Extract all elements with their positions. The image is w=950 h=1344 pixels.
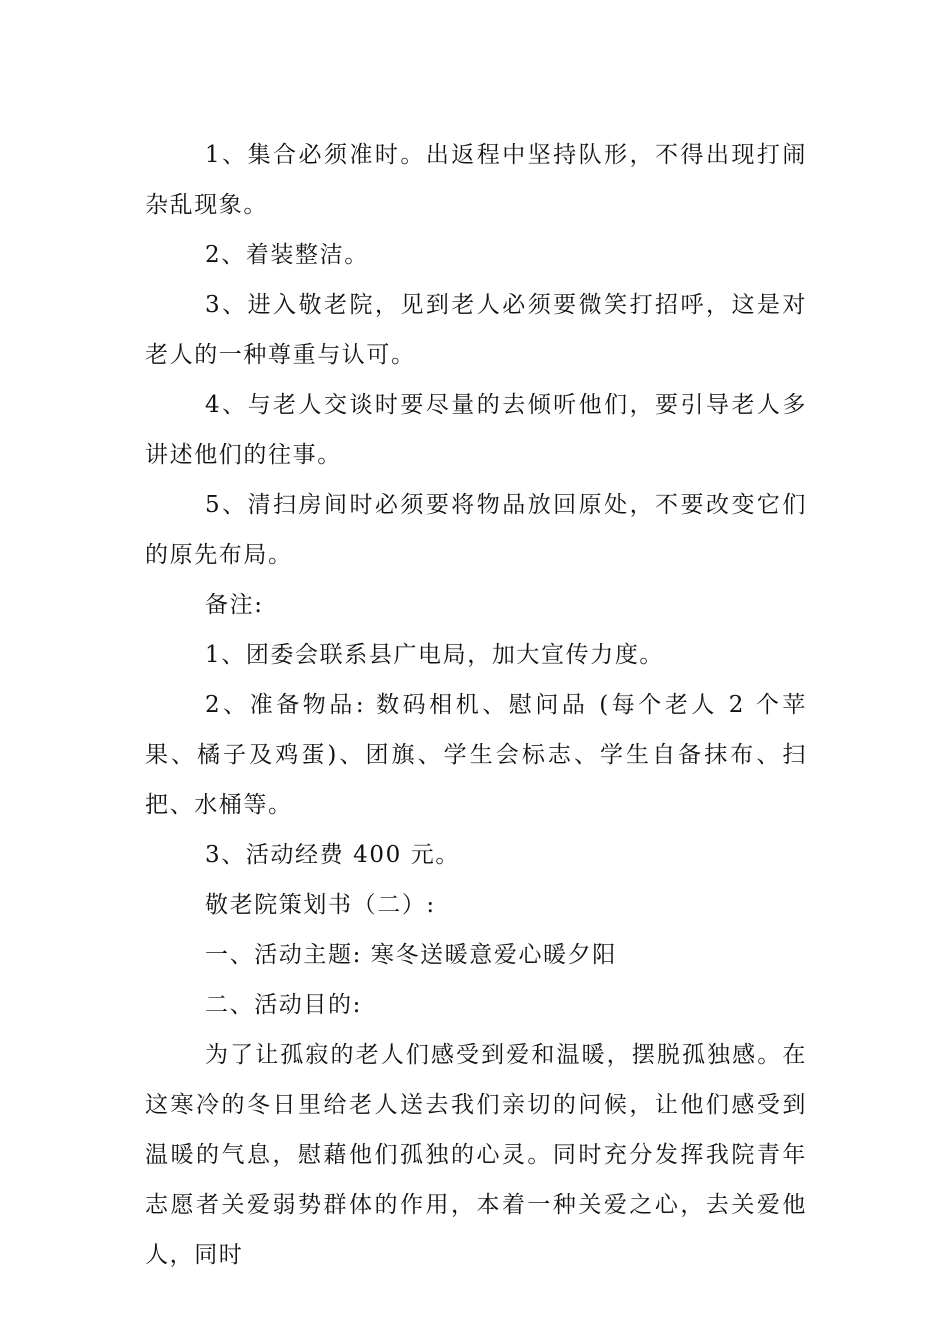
rule-1-paragraph: 1、集合必须准时。出返程中坚持队形，不得出现打闹杂乱现象。	[145, 142, 807, 218]
notes-heading: 备注:	[205, 592, 264, 618]
rule-3-paragraph: 3、进入敬老院，见到老人必须要微笑打招呼，这是对老人的一种尊重与认可。	[145, 292, 807, 368]
activity-theme-heading: 一、活动主题: 寒冬送暖意爱心暖夕阳	[205, 942, 617, 968]
note-3-paragraph: 3、活动经费 400 元。	[205, 842, 460, 868]
note-2-paragraph: 2、准备物品: 数码相机、慰问品 (每个老人 2 个苹果、橘子及鸡蛋)、团旗、学生会标志、学生自备抹布、扫把、水桶等。	[145, 692, 807, 818]
rule-4-paragraph: 4、与老人交谈时要尽量的去倾听他们，要引导老人多讲述他们的往事。	[145, 392, 807, 468]
activity-purpose-paragraph: 为了让孤寂的老人们感受到爱和温暖，摆脱孤独感。在这寒冷的冬日里给老人送去我们亲切的问候，让他们感受到温暖的气息，慰藉他们孤独的心灵。同时充分发挥我院青年志愿者关爱弱势群体的作用，本着一种关爱之心，去关爱他人，同时	[145, 1042, 807, 1268]
note-1-paragraph: 1、团委会联系县广电局，加大宣传力度。	[205, 642, 665, 668]
activity-purpose-heading: 二、活动目的:	[205, 992, 362, 1018]
rule-5-paragraph: 5、清扫房间时必须要将物品放回原处，不要改变它们的原先布局。	[145, 492, 807, 568]
rule-2-paragraph: 2、着装整洁。	[205, 242, 369, 268]
plan-2-heading: 敬老院策划书（二）:	[205, 892, 436, 918]
document-page	[145, 130, 807, 1280]
